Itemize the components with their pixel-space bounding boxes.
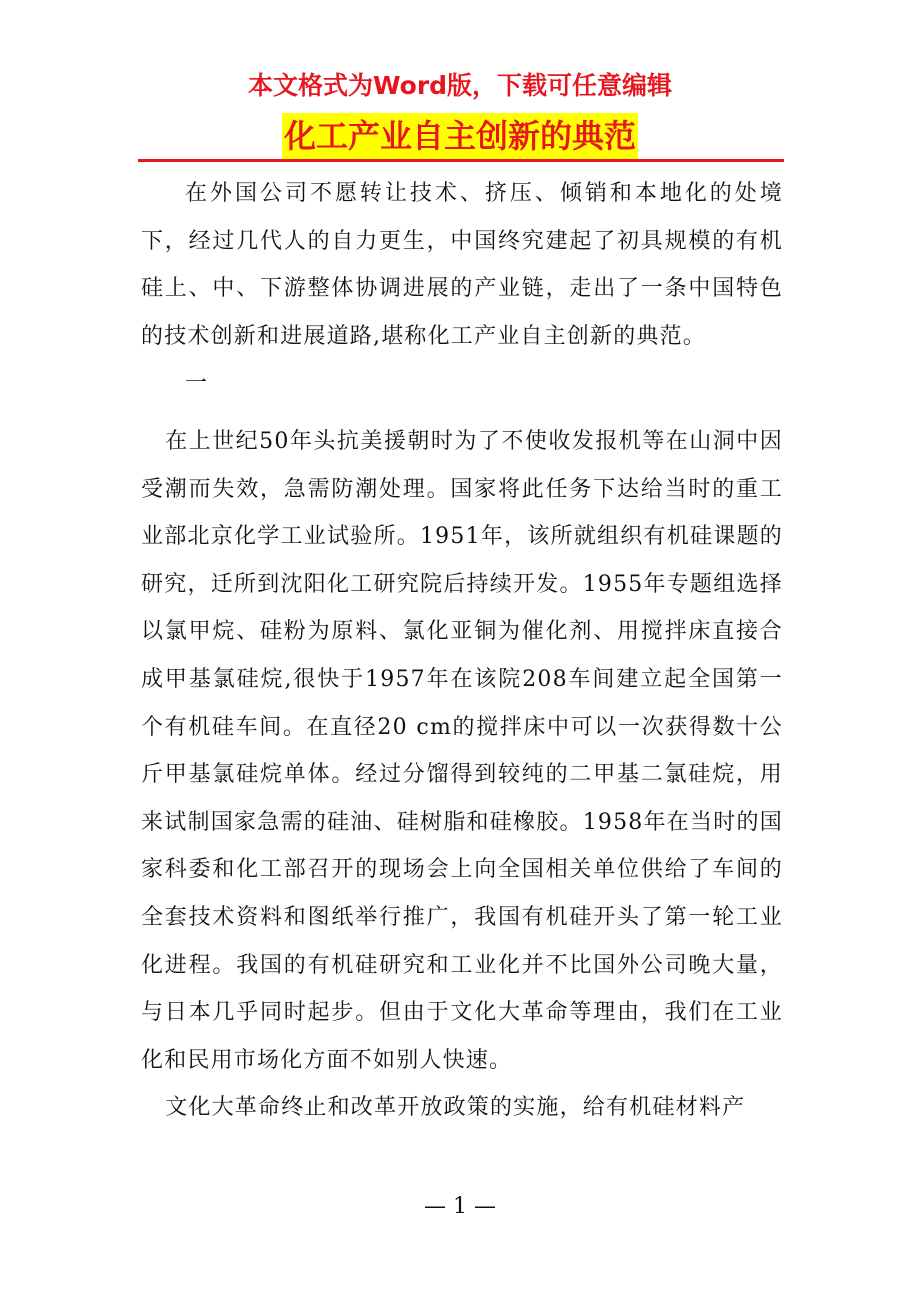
- paragraph: 在外国公司不愿转让技术、挤压、倾销和本地化的处境下，经过几代人的自力更生，中国终究建起了初具规模的有机硅上、中、下游整体协调进展的产业链，走出了一条中国特色的技术创新和进展道路,堪称化工产业自主创新的典范。: [141, 181, 783, 349]
- title-container: [0, 113, 920, 159]
- page-number: — 1 —: [424, 1194, 496, 1219]
- paragraph: 在上世纪50年头抗美援朝时为了不使收发报机等在山洞中因受潮而失效，急需防潮处理。国家将此任务下达给当时的重工业部北京化学工业试验所。1951年，该所就组织有机硅课题的研究，迁所到沈阳化工研究院后持续开发。1955年专题组选择以氯甲烷、硅粉为原料、氯化亚铜为催化剂、用搅拌床直接合成甲基氯硅烷,很快于1957年在该院208车间建立起全国第一个有机硅车间。在直径20 cm的搅拌床中可以一次获得数十公斤甲基氯硅烷单体。经过分馏得到较纯的二甲基二氯硅烷，用来试制国家急需的硅油、硅树脂和硅橡胶。1958年在当时的国家科委和化工部召开的现场会上向全国相关单位供给了车间的全套技术资料和图纸举行推广，我国有机硅开头了第一轮工业化进程。我国的有机硅研究和工业化并不比国外公司晚大量，与日本几乎同时起步。但由于文化大革命等理由，我们在工业化和民用市场化方面不如别人快速。: [141, 428, 783, 1073]
- document-body: [141, 170, 783, 1132]
- paragraph: 文化大革命终止和改革开放政策的实施，给有机硅材料产: [165, 1095, 746, 1121]
- section-heading: 一: [185, 371, 209, 397]
- title-divider: [138, 159, 784, 162]
- format-notice: 本文格式为Word版，下载可任意编辑: [247, 71, 673, 100]
- document-title: 化工产业自主创新的典范: [282, 113, 638, 159]
